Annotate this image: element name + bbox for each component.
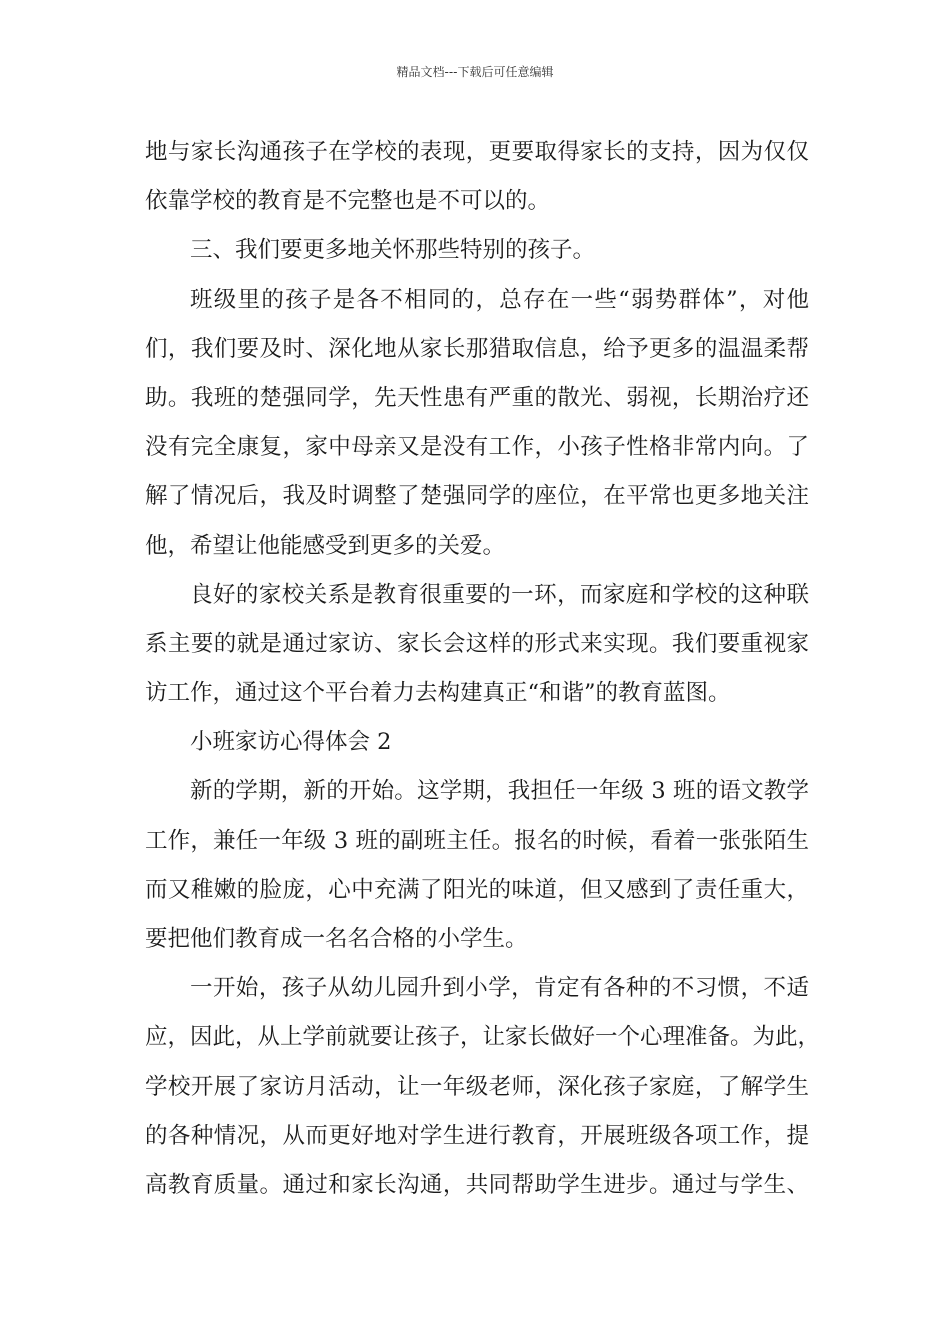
text-line: 学校开展了家访月活动，让一年级老师，深化孩子家庭，了解学生: [145, 1073, 809, 1100]
page-header: 精品文档---下载后可任意编辑: [396, 65, 554, 79]
text-line: 没有完全康复，家中母亲又是没有工作，小孩子性格非常内向。了: [145, 434, 809, 461]
text-line: 的各种情况，从而更好地对学生进行教育，开展班级各项工作，提: [145, 1122, 809, 1149]
text-line: 工作，兼任一年级 3 班的副班主任。报名的时候，看着一张张陌生: [145, 827, 809, 854]
text-line: 地与家长沟通孩子在学校的表现，更要取得家长的支持，因为仅仅: [145, 139, 809, 165]
text-line: 一开始，孩子从幼儿园升到小学，肯定有各种的不习惯，不适: [190, 975, 809, 1002]
section-title: 小班家访心得体会 2: [190, 729, 392, 756]
text-line: 高教育质量。通过和家长沟通，共同帮助学生进步。通过与学生、: [145, 1171, 809, 1198]
document-body: [145, 128, 821, 1210]
text-line: 他，希望让他能感受到更多的关爱。: [145, 532, 506, 559]
text-line: 新的学期，新的开始。这学期，我担任一年级 3 班的语文教学: [190, 778, 809, 805]
text-line: 应，因此，从上学前就要让孩子，让家长做好一个心理准备。为此，: [145, 1024, 821, 1051]
text-line: 依靠学校的教育是不完整也是不可以的。: [145, 188, 551, 215]
text-line: 访工作，通过这个平台着力去构建真正“和谐”的教育蓝图。: [145, 680, 731, 707]
text-line: 助。我班的楚强同学，先天性患有严重的散光、弱视，长期治疗还: [145, 384, 809, 411]
text-line: 良好的家校关系是教育很重要的一环，而家庭和学校的这种联: [190, 581, 809, 608]
text-line: 们，我们要及时、深化地从家长那猎取信息，给予更多的温温柔帮: [145, 335, 809, 362]
section-heading: 三、我们要更多地关怀那些特别的孩子。: [190, 237, 596, 264]
text-line: 解了情况后，我及时调整了楚强同学的座位，在平常也更多地关注: [145, 483, 809, 510]
text-line: 而又稚嫩的脸庞，心中充满了阳光的味道，但又感到了责任重大，: [145, 876, 809, 903]
text-line: 班级里的孩子是各不相同的，总存在一些“弱势群体”，对他: [190, 286, 809, 313]
text-line: 要把他们教育成一名名合格的小学生。: [145, 926, 528, 952]
text-line: 系主要的就是通过家访、家长会这样的形式来实现。我们要重视家: [145, 630, 809, 657]
